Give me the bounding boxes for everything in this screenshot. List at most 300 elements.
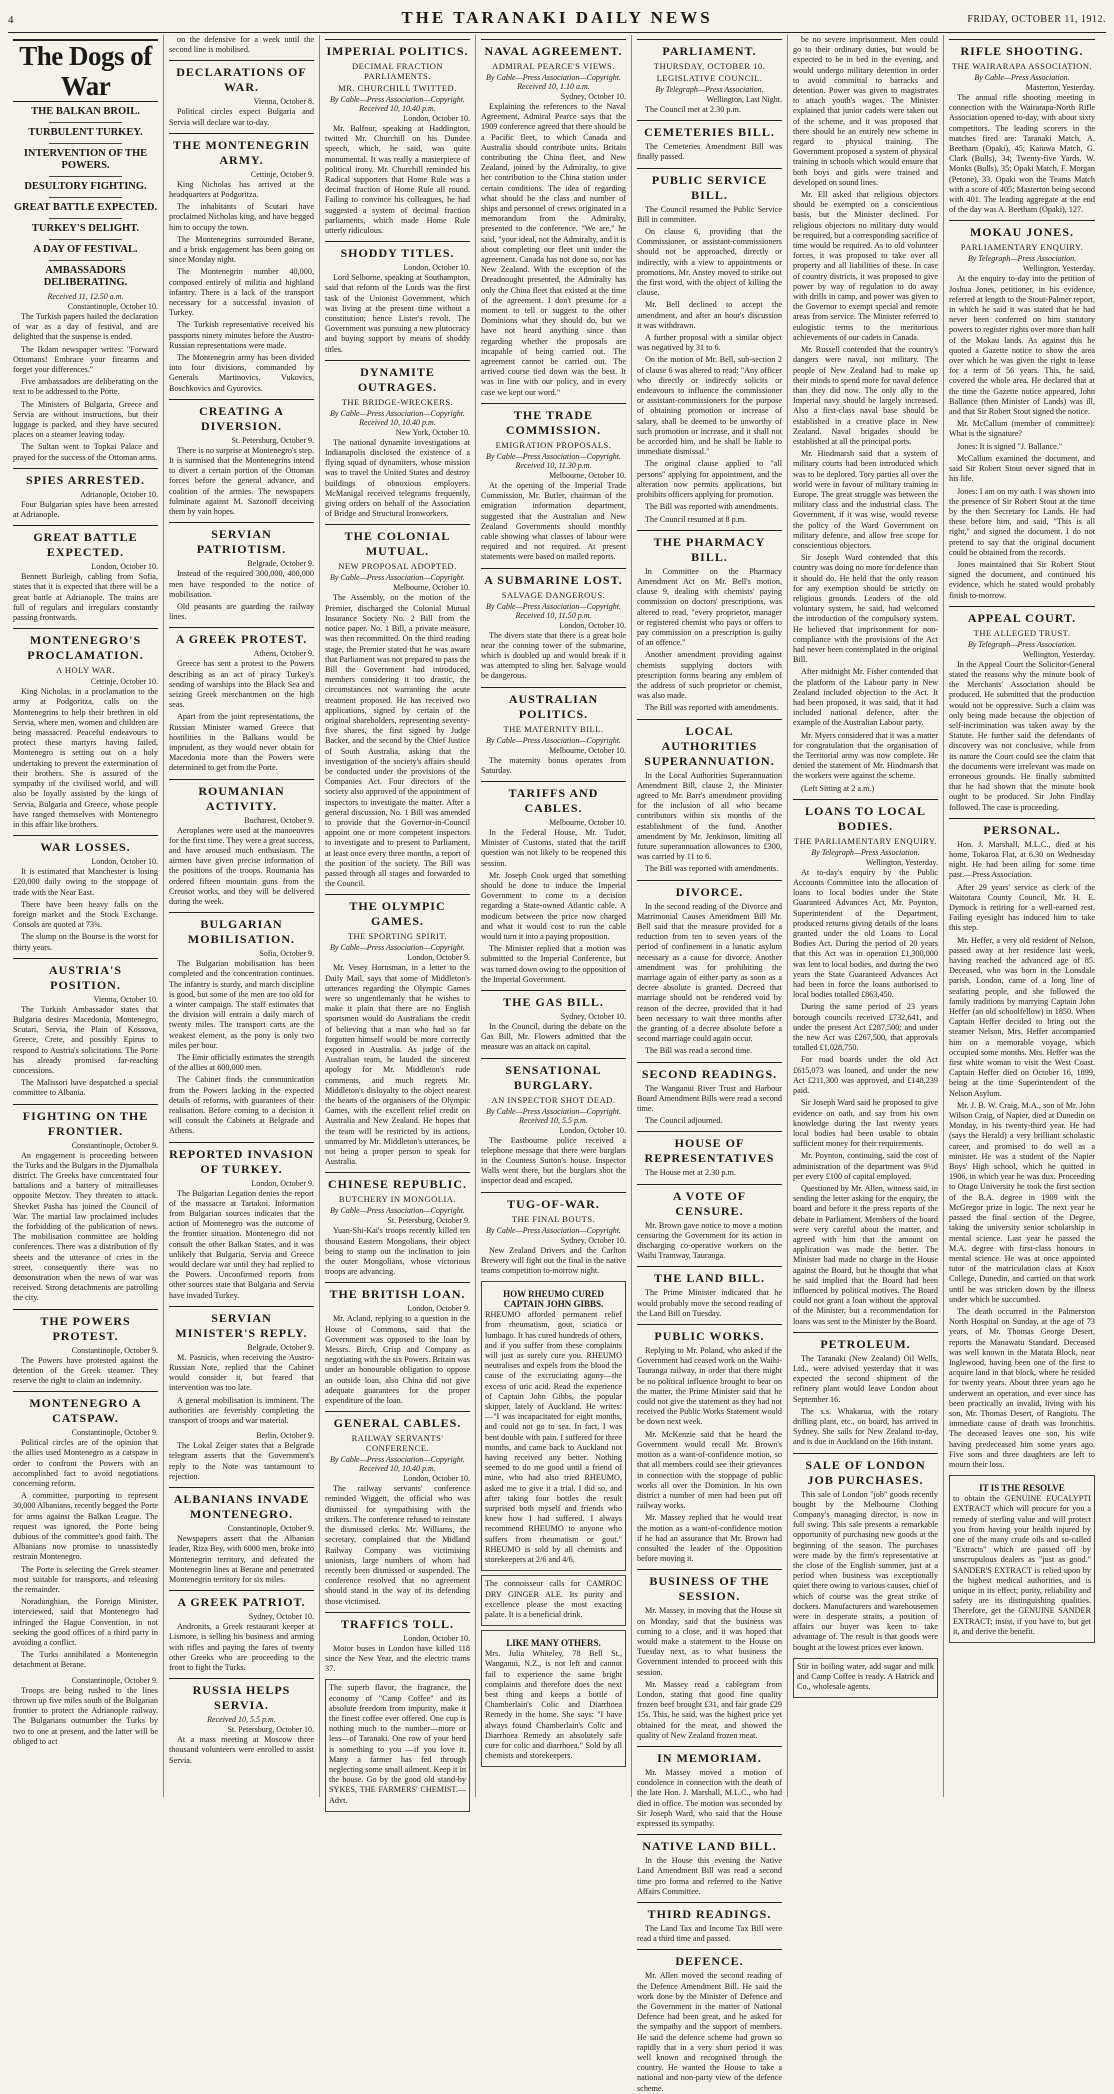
article-credit: By Telegraph—Press Association. bbox=[811, 847, 920, 857]
article-dateline: Berlin, October 9. bbox=[256, 1431, 314, 1441]
article bbox=[325, 39, 470, 236]
article-paragraph: The Bill was read a second time. bbox=[645, 1046, 753, 1056]
article-dateline: Masterton, Yesterday. bbox=[1025, 83, 1095, 92]
article bbox=[637, 880, 782, 1057]
article-paragraph: For road boards under the old Act £615,073 was loaned, and under the new Act £211,300 was approved, and £148,239 paid. bbox=[793, 1055, 938, 1096]
article-paragraph: The Cabinet finds the communication from the Powers lacking in the expected details of reforms, with guarantees of their realisation. Before coming to a decision it will consult the Cabinets at Belgrade and Athens. bbox=[169, 1075, 314, 1136]
article-subhead: DECIMAL FRACTION PARLIAMENTS. bbox=[351, 61, 444, 81]
article-paragraph: Mr. Allen moved the second reading of the Defence Amendment Bill. He said the work done by the Minister of Defence and the Government in the matter of National Defence had been great, and he asked for the sympathy and the support of members. He said the defence scheme had grown so rapidly that in a very short period it was well known and recognised through the country. He wanted the House to take a national and non-party view of the defence scheme. bbox=[637, 1971, 782, 2093]
column-4 bbox=[476, 35, 632, 1797]
article-headline: SPIES ARRESTED. bbox=[13, 468, 158, 488]
article-subhead: THE FINAL BOUTS. bbox=[511, 1213, 596, 1224]
article-subhead: A HOLY WAR. bbox=[56, 665, 115, 676]
article-dateline: Adrianople, October 10. bbox=[80, 489, 158, 499]
article-dateline: Constantinople, October 9. bbox=[71, 1345, 158, 1355]
article bbox=[325, 1282, 470, 1406]
article-headline: CHINESE REPUBLIC. bbox=[325, 1172, 470, 1192]
article-paragraph: New Zealand Drivers and the Carlton Brewery will fight out the final in the native teams competition to-morrow night. bbox=[481, 1245, 626, 1276]
article-paragraph: In the Appeal Court the Solicitor-General stated the reasons why the minute book of the Merchants' Association should be produced. He submitted that the production would not be oppressive. Such a claim was only being made because the objection of self-incrimination was taken away by the Statute. He further said the defendants of discovery was not conclusive, while from its nature the Court could see the claim that the documents were irrelevant was made on erroneous grounds. He finally submitted that he had shown that the minute book ought to be produced. Sir John Findlay followed. The case is proceeding. bbox=[949, 659, 1095, 812]
article-headline: THE TRADE COMMISSION. bbox=[481, 403, 626, 438]
article-dateline: Cettinje, October 9. bbox=[250, 169, 314, 179]
article bbox=[637, 530, 782, 714]
article-headline: SENSATIONAL BURGLARY. bbox=[481, 1058, 626, 1093]
article-headline: TARIFFS AND CABLES. bbox=[481, 781, 626, 816]
article-paragraph: After midnight Mr. Fisher contended that the platform of the Labour party in New Zealand included objection to the Act. It had been proposed, it was said, that it had included national defence, after the example of the Australian Labour party. bbox=[793, 667, 938, 728]
article-dateline: London, October 9. bbox=[407, 953, 470, 963]
article-dateline: Cettinje, October 10. bbox=[90, 677, 158, 687]
article bbox=[637, 1902, 782, 1944]
article-dateline: St. Petersburg, October 9. bbox=[387, 1216, 470, 1226]
article-paragraph: Mr. Russell contended that the country's dangers were naval, not military. The people of New Zealand had to make up their minds to spend more for naval defence than they did now. The only ally to the Imperial navy should be largely increased. Also a first-class naval base should be established in a creative place in New Zealand. Naval brigades should be established at all the principal ports. bbox=[793, 345, 938, 446]
article-paragraph: Mr. Acland, replying to a question in the House of Commons, said that the Government was opposed to the loan by Messrs. Birch, Crisp and Company as negotiating with the six Powers. Britain was under an honourable obligation to oppose an outside loan, also China did not give adequate guarantees for the proper expenditure of the loan. bbox=[325, 1314, 470, 1406]
article-paragraph: The Turkish papers hailed the declaration of war as a day of festival, and are delighted that the suspense is ended. bbox=[13, 312, 158, 342]
article bbox=[325, 241, 470, 355]
article-paragraph: King Nicholas, in a proclamation to the army at Podgoritza, calls on the Montenegrins to help their brethren in old Servia, where men, women and children are being massacred. Peaceful endeavours to protect these martyrs having failed, Montenegro is setting out on a holy undertaking to prevent the extermination of their brothers. She is assured of the sympathy of the civilised world, and will also be loyally assisted by the kings of Servia, Bulgaria and Greece, whose people have ranged themselves with Montenegro in this affair like brothers. bbox=[13, 687, 158, 829]
article-dateline: Constantinople, October 10. bbox=[67, 302, 158, 311]
column-1 bbox=[8, 35, 164, 1797]
article-paragraph: Replying to Mr. Poland, who asked if the Government had ceased work on the Waihi-Tauranga railway, in order that there might be no political influence brought to bear on the matter, the Prime Minister said that he could not give the statement as they had not received the Public Works Statement would be down next week. bbox=[637, 1346, 782, 1427]
article-dateline: Constantinople, October 9. bbox=[227, 1524, 314, 1534]
deck-rule bbox=[49, 239, 122, 240]
article-dateline: London, October 9. bbox=[407, 1304, 470, 1314]
article-paragraph: The death occurred in the Palmerston North Hospital on Sunday, at the age of 73 years, of Mr. Thomas George Desert, reports the Manawatu Standard. Deceased was well known in the Matata Block, near Inglewood, having been one of the first to acquire land in that block, where he resided for twenty years. About three years ago he underwent an operation, and ever since has been practically an invalid, living with his son, Mr. Thomas Desert, of Rangiotu. The immediate cause of death was bronchitis. The deceased leaves one son, his wife having predeceased him some years ago. Five sons and three daughters are left to mourn their loss. bbox=[949, 1306, 1095, 1469]
article-credit: By Cable—Press Association—Copyright. Received 10, 10.40 p.m. bbox=[330, 95, 465, 113]
article-paragraph: The Cemeteries Amendment Bill was finally passed. bbox=[637, 142, 782, 162]
article-paragraph: On the motion of Mr. Bell, sub-section 2 of clause 6 was altered to read: "Any officer who directly or indirectly solicits or endeavours to influence the commissioner or assistant-commissioners for the purpose of obtaining promotion or increase of salary, shall be deemed to be unworthy of such promotion or increase, and it shall not be accorded him, and he shall be liable to immediate dismissal." bbox=[637, 355, 782, 457]
article-dateline: Melbourne, October 10. bbox=[549, 745, 626, 755]
article-paragraph: The House met at 2.30 p.m. bbox=[645, 1168, 736, 1178]
article-paragraph: The Turkish representative received his passports ninety minutes before the Austro-Russian representations were made. bbox=[169, 320, 314, 350]
article-paragraph: The Eastbourne police received a telephone message that there were burglars in the Countess Sutton's house. Inspector Walls went there, but the burglars shot the inspector dead and escaped. bbox=[481, 1135, 626, 1186]
article bbox=[169, 35, 314, 55]
article bbox=[13, 628, 158, 830]
article-paragraph: The divers state that there is a great hole near the conning tower of the submarine, which is doubled up and would break if it was attempted to sling her. Salvage would be dangerous. bbox=[481, 630, 626, 681]
article-paragraph: The Lokal Zeiger states that a Belgrade telegram asserts that the Government's reply to the Note was tantamount to rejection. bbox=[169, 1441, 314, 1481]
article bbox=[13, 525, 158, 623]
article-dateline: Sydney, October 10. bbox=[560, 1235, 626, 1245]
article-headline: A GREEK PATRIOT. bbox=[169, 1590, 314, 1610]
article-headline: TUG-OF-WAR. bbox=[481, 1192, 626, 1212]
article bbox=[637, 1266, 782, 1319]
headline-deck: THE BALKAN BROIL. bbox=[31, 106, 140, 117]
article-dateline: Melbourne, October 10. bbox=[393, 583, 470, 593]
article-subhead: ADMIRAL PEARCE'S VIEWS. bbox=[492, 61, 615, 71]
article-subhead: THE ALLEGED TRUST. bbox=[973, 627, 1071, 638]
article-subhead: NEW PROPOSAL ADOPTED. bbox=[338, 561, 457, 572]
article-paragraph: The Porte is selecting the Greek steamer most suitable for transports, and releasing the remainder. bbox=[13, 1564, 158, 1595]
deck-rule bbox=[49, 176, 122, 177]
article-paragraph: Sir Joseph Ward contended that this country was doing no more for defence than it should do. He held that the only reason for any exemption should be strictly on religious grounds. Leaders of the old voluntary system, he said, had welcomed the introduction of the compulsory system. He believed that imprisonment for non-compliance with the provisions of the Act had never been contemplated in the original Bill. bbox=[793, 553, 938, 665]
article-headline: TRAFFICS TOLL. bbox=[325, 1612, 470, 1632]
article-dateline: London, October 10. bbox=[403, 1474, 470, 1484]
headline-deck: GREAT BATTLE EXPECTED. bbox=[13, 202, 158, 213]
article-paragraph: The Turks annihilated a Montenegrin detachment at Berane. bbox=[13, 1650, 158, 1670]
headline-deck: AMBASSADORS DELIBERATING. bbox=[43, 265, 128, 288]
article-subhead: SALVAGE DANGEROUS. bbox=[501, 589, 606, 600]
article-paragraph: Noradunghian, the Foreign Minister, interviewed, said that Montenegro had infringed the Hague Convention, in not seeking the good offices of a third party in avoiding a conflict. bbox=[13, 1597, 158, 1648]
article bbox=[169, 1678, 314, 1766]
article-headline: NAVAL AGREEMENT. bbox=[481, 39, 626, 59]
article-dateline: London, October 10. bbox=[403, 263, 470, 273]
article-headline: ROUMANIAN ACTIVITY. bbox=[169, 779, 314, 814]
article-dateline: Melbourne, October 10. bbox=[549, 470, 626, 480]
article-headline: MONTENEGRO A CATSPAW. bbox=[13, 1391, 158, 1426]
deck-rule bbox=[49, 143, 122, 144]
article-paragraph: to obtain the GENUINE EUCALYPTI EXTRACT which will procure for you a remedy of sterling value and will protect you from having your health injured by one of the many crude oils and so-called "Extracts" which are passed off by unscrupulous dealers as "just as good." SANDER'S EXTRACT is relied upon by the highest medical authorities, and is unique in its effect; purity, reliability and safety are its distinguishing qualities. Therefore, get the GENUINE SANDER EXTRACT; insist, if you have to, but get it, and derive the benefit. bbox=[953, 1494, 1091, 1636]
article-paragraph: Another amendment providing against chemists supplying doctors with prescription forms bearing any emblem of the address of such proprietor or chemist, was also made. bbox=[637, 650, 782, 701]
article-paragraph: Motor buses in London have killed 118 since the New Year, and the electric trams 37. bbox=[325, 1643, 470, 1674]
article-headline: AUSTRALIAN POLITICS. bbox=[481, 687, 626, 722]
article-headline: MONTENEGRO'S PROCLAMATION. bbox=[13, 628, 158, 663]
article bbox=[169, 133, 314, 394]
article-dateline: Wellington, Yesterday. bbox=[1022, 264, 1095, 274]
article-headline: THE MONTENEGRIN ARMY. bbox=[169, 133, 314, 168]
headline-deck: TURKEY'S DELIGHT. bbox=[31, 223, 140, 234]
article-headline: THE BRITISH LOAN. bbox=[325, 1282, 470, 1302]
article-dateline: Wellington, Last Night. bbox=[706, 95, 782, 104]
article-dateline: Athens, October 9. bbox=[253, 649, 314, 659]
article-paragraph: Mr. McCallum (member of committee): What is the signature? bbox=[949, 419, 1095, 439]
article-dateline: Melbourne, October 10. bbox=[549, 817, 626, 827]
banner-headline: The Dogs of War bbox=[13, 39, 158, 102]
article-dateline: Belgrade, October 9. bbox=[247, 1342, 314, 1352]
article bbox=[637, 1949, 782, 2093]
article-credit: Received 11, 12.50 a.m. bbox=[47, 292, 124, 301]
article-paragraph: Mr. McKenzie said that he heard the Government would recall Mr. Brown's motion as a want-of-confidence motion, so that all members could see their grievances in connection with the stoppage of public works all over the Dominion. In his own district a number of men had been put off railway works. bbox=[637, 1429, 782, 1511]
article-dateline: Belgrade, October 9. bbox=[247, 559, 314, 569]
article-headline: BULGARIAN MOBILISATION. bbox=[169, 912, 314, 947]
masthead bbox=[8, 4, 1106, 33]
article bbox=[637, 1324, 782, 1564]
article-paragraph: The Bill was reported with amendments. bbox=[645, 864, 779, 874]
article-paragraph: Yuan-Shi-Kai's troops recently killed ten thousand Eastern Mongolians, their object being to stamp out the inclination to join the outer Mongolians, whose victorious troops are advancing. bbox=[325, 1226, 470, 1277]
article-headline: SALE OF LONDON JOB PURCHASES. bbox=[793, 1453, 938, 1488]
article-paragraph: On clause 6, providing that the Commissioner, or assistant-commissioners should not be approached, directly or indirectly, with a view to appointments or promotions, Mr. Anstey moved to strike out the first word, with the object of killing the clause. bbox=[637, 227, 782, 298]
article-dateline: London, October 10. bbox=[91, 857, 158, 867]
article-paragraph: Andronits, a Greek restaurant keeper at Lismore, is selling his business and arming with rifles and paying the fares of twenty other Greeks who are proceeding to the front to fight the Turks. bbox=[169, 1622, 314, 1672]
article bbox=[13, 958, 158, 1099]
deck-rule bbox=[49, 260, 122, 261]
headline-deck: A DAY OF FESTIVAL. bbox=[33, 244, 138, 255]
article-dateline: Vienna, October 8. bbox=[253, 97, 314, 107]
article-paragraph: Mr. Hindmarsh said that a system of military courts had been introduced which was to be deplored. Tory parties all over the world were in favour of military training in Europe. The great struggle was between the military class and the industrial class. The Government, if it was wise, would reverse the policy of the Ward Government on military defence, and allow free scope for conscientious objectors. bbox=[793, 449, 938, 550]
article-paragraph: In the House this evening the Native Land Amendment Bill was read a second time pro forma and referred to the Native Affairs Committee. bbox=[637, 1856, 782, 1896]
article-subhead: THURSDAY, OCTOBER 10. bbox=[653, 61, 766, 71]
article bbox=[169, 60, 314, 127]
article-headline: BUSINESS OF THE SESSION. bbox=[637, 1569, 782, 1604]
article-credit: By Cable—Press Association—Copyright. Received 10, 5.5 p.m. bbox=[486, 1106, 621, 1125]
article-paragraph: The Turkish Ambassador states that Bulgaria desires Macedonia, Montenegro, Scutari, Servia, the Plain of Kossova, Greece, Crete, and possibly Epirus to respond to Austria's solicitations. The Porte has already promised far-reaching concessions. bbox=[13, 1004, 158, 1075]
article-credit: By Cable—Press Association—Copyright. bbox=[486, 1225, 621, 1235]
article-paragraph: Five ambassadors are deliberating on the text to be addressed to the Porte. bbox=[13, 377, 158, 397]
article bbox=[169, 1431, 314, 1482]
article-dateline: London, October 10. bbox=[403, 114, 470, 123]
article-credit: By Telegraph—Press Association. bbox=[967, 254, 1077, 264]
article-headline: PUBLIC WORKS. bbox=[637, 1324, 782, 1344]
article-headline: SECOND READINGS. bbox=[637, 1062, 782, 1082]
article-headline: CEMETERIES BILL. bbox=[637, 120, 782, 140]
article-paragraph: The Bulgarian mobilisation has been completed and the concentration continues. The infantry is sturdy, and march discipline is good, but some of the men are too old for a winter campaign. The staff estimates that the division will entrain a daily march of twenty miles. The transport carts are the weakest element, as the pony is only two miles per hour. bbox=[169, 959, 314, 1050]
article-headline: IMPERIAL POLITICS. bbox=[325, 39, 470, 59]
advertisement bbox=[325, 1679, 470, 1811]
article bbox=[637, 1746, 782, 1829]
article bbox=[637, 168, 782, 525]
article-headline: REPORTED INVASION OF TURKEY. bbox=[169, 1142, 314, 1177]
article-subhead: THE SPORTING SPIRIT. bbox=[347, 931, 448, 942]
article-paragraph: McCallum examined the document, and said Sir Robert Stout never signed that in his life. bbox=[949, 453, 1095, 484]
article-subhead: THE MATERNITY BILL. bbox=[503, 723, 604, 734]
article bbox=[169, 912, 314, 1136]
article-paragraph: At the opening of the Imperial Trade Commission, Mr. Butler, chairman of the emigration information department, suggested that the Australian and New Zealand Governments should monthly cable showing what classes of labour were required and not required. At present statements were based on mailed reports. bbox=[481, 480, 626, 562]
article-paragraph: The Land Tax and Income Tax Bill were read a third time and passed. bbox=[637, 1924, 782, 1944]
article bbox=[637, 1569, 782, 1741]
article-headline: ALBANIANS INVADE MONTENEGRO. bbox=[169, 1487, 314, 1522]
article-paragraph: At a mass meeting at Moscow three thousand volunteers were enrolled to assist Servia. bbox=[169, 1735, 314, 1765]
article-paragraph: In the Local Authorities Superannuation Amendment Bill, clause 2, the Minister agreed to Mr. Barr's amendment providing for the inclusion of all who became contributors within six months of the establishment of the fund. Another amendment by Mr. Jenkinson, limiting all future superannuation allowances to £300, was carried by 11 to 6. bbox=[637, 770, 782, 862]
article-paragraph: King Nicholas has arrived at the headquarters at Podgoritza. bbox=[169, 179, 314, 200]
article-headline: IN MEMORIAM. bbox=[637, 1746, 782, 1766]
column-2 bbox=[164, 35, 320, 1797]
article-paragraph: At the enquiry to-day into the petition of Joshua Jones, petitioner, in his evidence, referred at length to the Stout-Palmer report, in which he said it was stated that he had never been conferred on him statutory powers to register rights over more than half of the Mokau lands. As against this he quoted a Gazette notice to show the area over which he was given the right to lease for a term of 56 years. This, he said, covered the whole area. He declared that at the time the Gazette notice appeared, John Ballance (then Minister of Lands) was ill, and that Sir Robert Stout signed the notice. bbox=[949, 274, 1095, 417]
article-paragraph: The Bulgarian Legation denies the report of the massacre at Tartakoi. Information from Bulgarian sources indicates that the action of Montenegro was the outcome of the frontier situation. Montenegro did not consult the other Balkan States, and it was unlikely that Bulgaria, Servia and Greece would declare war until they had replied to the Powers. Unconfirmed reports from other sources state that Bulgaria and Servia have invaded Turkey. bbox=[169, 1188, 314, 1300]
article-paragraph: Troops are being rushed to the lines thrown up five miles south of the Bulgarian frontier to protect the Adrianople railway. The Bulgarians outnumber the Turks by two to one at present, and the latter will be obliged to act bbox=[13, 1685, 158, 1746]
article-dateline: Vienna, October 10. bbox=[93, 994, 158, 1004]
article-dateline: London, October 10. bbox=[91, 562, 158, 572]
article-headline: APPEAL COURT. bbox=[949, 606, 1095, 626]
article-paragraph: This sale of London "job" goods recently bought by the Melbourne Clothing Company's managing director, is now in full swing. This sale presents a remarkable opportunity of purchasing new goods at the beginning of the season. The purchases were made by the firm's representative at the close of the English summer, just at a period when business was exceptionally quiet there owing to various causes, chief of which of course was the great strike of dockers. Manufacturers and warehousemen were in desperate straits, a position of affairs our buyer was keen to take advantage of. The result is that goods were bought at the lowest prices ever known. bbox=[793, 1489, 938, 1652]
article-paragraph: Mr. Massey read a cablegram from London, stating that good fine quality frozen beef brought £31, and fair grade £29 15s. This, he said, was the highest price yet obtained for the meat, and showed the quality of New Zealand frozen meat. bbox=[637, 1679, 782, 1740]
article bbox=[325, 1172, 470, 1277]
article bbox=[637, 719, 782, 875]
article bbox=[13, 835, 158, 953]
article-paragraph: The Ikdam newspaper writes: "Forward Ottomans! Embrace your firearms and forget your differences." bbox=[13, 344, 158, 375]
article bbox=[481, 1192, 626, 1277]
article-headline: THE PHARMACY BILL. bbox=[637, 530, 782, 565]
article bbox=[949, 606, 1095, 813]
article-paragraph: Old peasants are guarding the railway lines. bbox=[169, 601, 314, 622]
article bbox=[13, 1391, 158, 1670]
page-number: 4 bbox=[8, 14, 15, 26]
article bbox=[169, 399, 314, 517]
article bbox=[637, 1184, 782, 1262]
article bbox=[13, 1309, 158, 1387]
article-paragraph: The Montenegrin army has been divided into four divisions, commanded by Generals Martinovics, Vukovics, Boschkovics and Gyurovics. bbox=[169, 353, 314, 393]
article-paragraph: Newspapers assert that the Albanian leader, Riza Bey, with 6000 men, broke into Montenegrin territory, and defeated the Montenegrin lines at Berane and penetrated Montenegrin territory for six miles. bbox=[169, 1534, 314, 1584]
article-headline: PUBLIC SERVICE BILL. bbox=[637, 168, 782, 203]
article-headline: PERSONAL. bbox=[949, 818, 1095, 838]
article bbox=[325, 1612, 470, 1675]
article-headline: THE LAND BILL. bbox=[637, 1266, 782, 1286]
article bbox=[481, 687, 626, 776]
article-paragraph: The railway servants' conference reminded Wiggett, the official who was dismissed for sympathising with the strikers. The conference refused to reinstate the dismissed clerks. Mr. Williams, the secretary, complained that the Midland Railway Company was victimising unionists, large numbers of whom had recently been dismissed or suspended. The conference resolved that no agreement should stand in the way of its defending those victimised. bbox=[325, 1484, 470, 1606]
article-paragraph: The slump on the Bourse is the worst for thirty years. bbox=[13, 932, 158, 952]
article bbox=[793, 1453, 938, 1653]
deck-rule bbox=[49, 122, 122, 123]
headline-deck: TURBULENT TURKEY. bbox=[28, 127, 143, 138]
article-paragraph: The national dynamite investigations at Indianapolis disclosed the existence of a flying squad of dynamiters, whose mission was to travel the United States and destroy buildings of obnoxious employers. McManigal received telegrams frequently, giving orders on behalf of the Association of Bridge and Structural Ironworkers. bbox=[325, 437, 470, 519]
article-headline: DEFENCE. bbox=[637, 1949, 782, 1969]
article-paragraph: Apart from the joint representations, the Russian Minister warned Greece that hostilities in the Balkans would be imprudent, as they would never obtain for Macedonia more than the Powers were determined to get from the Porte. bbox=[169, 712, 314, 773]
article-paragraph: The Prime Minister indicated that he would probably move the second reading of the Land Bill on Tuesday. bbox=[637, 1288, 782, 1318]
article-paragraph: The Minister replied that a motion was submitted to the Imperial Conference, but was turned down owing to the opposition of the Imperial Government. bbox=[481, 944, 626, 984]
article-paragraph: There have been heavy falls on the foreign market and the Stock Exchange. Consols are quoted at 73¾. bbox=[13, 899, 158, 930]
article-paragraph: Sir Joseph Ward said he proposed to give evidence on oath, and say from his own knowledge during the last twenty years local bodies had been unable to obtain sufficient money for their requirements. bbox=[793, 1098, 938, 1149]
article-paragraph: There is no surprise at Montenegro's step. It is surmised that the Montenegrins intend to divert a certain portion of the Ottoman forces before the general advance, and coalition of the armies. The newspapers fulminate against M. Sazonoff deceiving them by vain hopes. bbox=[169, 445, 314, 517]
article-paragraph: The Powers have protested against the detention of the Greek steamer. They reserve the right to claim an indemnity. bbox=[13, 1355, 158, 1386]
article-subhead: THE PARLIAMENTARY ENQUIRY. bbox=[793, 835, 938, 846]
article-headline: THE POWERS PROTEST. bbox=[13, 1309, 158, 1344]
article bbox=[13, 1104, 158, 1304]
article-dateline: Sydney, October 10. bbox=[560, 1011, 626, 1021]
article-headline: LOANS TO LOCAL BODIES. bbox=[793, 799, 938, 834]
article-paragraph: In the second reading of the Divorce and Matrimonial Causes Amendment Bill Mr. Bell said that the measure provided for a reduction from ten to seven years of the period of confinement in a lunatic asylum necessary as a cause for divorce. Another amendment was for prohibiting the marriage again of either party as soon as a decree absolute is granted. Decreed that marriage should not be rendered void by reason of the decree, provided that it had been necessary to wait three months after the granting of a decree absolute before a second marriage could again occur. bbox=[637, 901, 782, 1044]
article-dateline: New York, October 10. bbox=[395, 427, 470, 437]
article-headline: GREAT BATTLE EXPECTED. bbox=[13, 525, 158, 560]
article bbox=[481, 568, 626, 682]
article-headline: THE OLYMPIC GAMES. bbox=[325, 894, 470, 929]
article-headline: AUSTRIA'S POSITION. bbox=[13, 958, 158, 993]
article-paragraph: Lord Selborne, speaking at Southampton, said that reform of the Lords was the first task of the Unionist Government, which was living at the present time without a constitution; hence Lister's revolt. The Government was pursuing a new plutocracy and buying support by means of shoddy titles. bbox=[325, 273, 470, 354]
article-dateline: London, October 10. bbox=[559, 620, 626, 630]
column-7 bbox=[944, 35, 1100, 1797]
article-paragraph: The connoisseur calls for CAMROC DRY GINGER ALE. Its purity and excellence please the most exacting palate. It is a beneficial drink. bbox=[485, 1579, 622, 1619]
article-paragraph: In the Council, during the debate on the Gas Bill, Mr. Flowers admitted that the measure was an attack on capital. bbox=[481, 1021, 626, 1052]
article-dateline: London, October 10. bbox=[559, 1125, 626, 1135]
article-paragraph: A further proposal with a similar object was negatived by 31 to 6. bbox=[637, 333, 782, 353]
article bbox=[637, 1062, 782, 1127]
article-dateline: London, October 10. bbox=[403, 1633, 470, 1643]
article-credit: By Cable—Press Association—Copyright. Received 10, 11.30 p.m. bbox=[486, 451, 621, 470]
article-paragraph: The Council resumed at 8 p.m. bbox=[645, 514, 747, 524]
article-headline: THE COLONIAL MUTUAL. bbox=[325, 524, 470, 559]
article-headline: THIRD READINGS. bbox=[637, 1902, 782, 1922]
article-credit: By Cable—Press Association—Copyright. bbox=[330, 573, 465, 583]
article bbox=[481, 781, 626, 985]
article bbox=[169, 779, 314, 908]
article-headline: LIKE MANY OTHERS. bbox=[506, 1638, 601, 1649]
article-subhead: AN INSPECTOR SHOT DEAD. bbox=[491, 1094, 616, 1105]
article bbox=[325, 524, 470, 889]
article-subhead: MR. CHURCHILL TWITTED. bbox=[338, 83, 457, 93]
article bbox=[169, 1487, 314, 1585]
advertisement bbox=[481, 1281, 626, 1571]
article-paragraph: The Council adjourned. bbox=[645, 1116, 723, 1126]
article-dateline: Sydney, October 10. bbox=[560, 92, 626, 101]
article-paragraph: The Taranaki (New Zealand) Oil Wells, Ltd., were advised yesterday that it was expected the second shipment of the refinery plant would leave London about September 16. bbox=[793, 1353, 938, 1404]
article-paragraph: It is estimated that Manchester is losing £20,000 daily owing to the stoppage of trade with the Near East. bbox=[13, 867, 158, 897]
article-paragraph: During the same period of 23 years borough councils received £732,641, and under the present Act £287,500; and under the new Act was £267,500, that approvals totalled £1,028,750. bbox=[793, 1002, 938, 1053]
article bbox=[637, 1131, 782, 1178]
article bbox=[949, 220, 1095, 600]
advertisement bbox=[481, 1630, 626, 1767]
article bbox=[637, 1834, 782, 1897]
article-headline: LOCAL AUTHORITIES SUPERANNUATION. bbox=[637, 719, 782, 769]
article-dateline: Constantinople, October 9. bbox=[71, 1140, 158, 1150]
article-paragraph: Mr. Ell asked that religious objectors should be exempted on a conscientious basis, but the Minister declined. For religious objectors no military duty would be required, but a corresponding sacrifice of time would be required. As to old volunteer forces, it was proposed to take over all property and all liabilities of these. In case of country districts, it was proposed to give power by way of regulation to do away with drills in camp, and power was given to the Governor to exempt special and remote areas from service. The Minister referred to eulogistic terms to the meritorious achievements of our cadets in Canada. bbox=[793, 190, 938, 342]
article bbox=[637, 120, 782, 162]
article bbox=[481, 990, 626, 1053]
article-paragraph: The Bill was reported with amendments. bbox=[645, 502, 779, 512]
article-paragraph: The Montenegrin number 40,000, composed entirely of militia and highland infantry. There is a lack of the transport necessary for a successful invasion of Turkey. bbox=[169, 267, 314, 318]
article-paragraph: The original clause applied to "all persons" applying for appointment, and the alteration now permits applications, but prohibits officers applying for promotion. bbox=[637, 459, 782, 500]
article-paragraph: In Committee on the Pharmacy Amendment Act on Mr. Bell's motion, clause 9, dealing with chemists' paying commission on doctors' prescriptions, was altered to read, "every proprietor, manager or registered chemist who pays or offers to pay commission on a prescription is guilty of an offence." bbox=[637, 566, 782, 648]
article bbox=[949, 39, 1095, 215]
article-dateline: London, October 9. bbox=[251, 1178, 314, 1188]
article-credit: By Cable—Press Association—Copyright. Received 10, 10.40 p.m. bbox=[330, 408, 465, 427]
article bbox=[793, 799, 938, 1327]
article bbox=[169, 1306, 314, 1426]
article-credit: By Cable—Press Association—Copyright. Received 10, 10.40 p.m. bbox=[330, 1455, 465, 1474]
article-dateline: St. Petersburg, October 10. bbox=[227, 1725, 314, 1735]
article-paragraph: The Malissori have despatched a special committee to Albania. bbox=[13, 1078, 158, 1098]
article-paragraph: In the Federal House, Mr. Tudor, Minister of Customs, stated that the tariff question was not likely to be reopened this session. bbox=[481, 827, 626, 868]
article bbox=[13, 468, 158, 520]
headline-deck: INTERVENTION OF THE POWERS. bbox=[23, 148, 148, 171]
article-paragraph: The Ministers of Bulgaria, Greece and Servia are without instructions, but their luggage is packed, and they have secured places on a steamer leaving today. bbox=[13, 399, 158, 440]
article-paragraph: The annual rifle shooting meeting in connection with the Wairarapa-North Rifle Association opened to-day, with about sixty competitors. The leading scorers in the matches fired are: Taranaki Match, A. Beetham (Opaki), 45; Kaiuwa Match, G. Clark (Bulls), 34; Twenty-five Yards, W. Monks (Bulls), 35; Opaki Match, F. Morgan (Petone), 33. Opaki won the Teams Match with a score of 405; Masterton being second with 401. The leading aggregate at the end of the day was A. Beetham (Opaki), 127. bbox=[949, 93, 1095, 215]
article-paragraph: Mr. Heffer, a very old resident of Nelson, passed away at her residence last week, having reached the advanced age of 85. Deceased, who was born in the Lonsdale parish, London, came of a long line of seafaring people, and she followed the family traditions by marrying Captain John Heffer (an old schoolfellow) in 1850. When Captain Heffer decided to bring out the steamer Nelson, Mrs. Heffer accompanied him on a memorable voyage, which occupied some months. Mrs. Heffer was the first white woman to visit the West Coast. Captain Heffer died on October 16, 1899, being at the time Superintendent of the Nelson Asylum. bbox=[949, 935, 1095, 1098]
article-headline: WAR LOSSES. bbox=[13, 835, 158, 855]
article-credit: By Cable—Press Association—Copyright. Received 10, 11.50 p.m. bbox=[486, 601, 621, 620]
article-credit: By Cable—Press Association—Copyright. bbox=[330, 1206, 465, 1216]
article bbox=[325, 894, 470, 1167]
article-headline: A VOTE OF CENSURE. bbox=[637, 1184, 782, 1219]
article-headline: SERVIAN PATRIOTISM. bbox=[169, 522, 314, 557]
article-paragraph: Mr. Bell declined to accept the amendment, and after an hour's discussion it was withdrawn. bbox=[637, 300, 782, 330]
article-headline: SHODDY TITLES. bbox=[325, 241, 470, 261]
article-headline: RIFLE SHOOTING. bbox=[949, 39, 1095, 59]
article-paragraph: The Emir officially estimates the strength of the allies at 600,000 men. bbox=[169, 1053, 314, 1073]
article-paragraph: Political circles expect Bulgaria and Servia will declare war to-day. bbox=[169, 107, 314, 127]
article-paragraph: Bennett Burleigh, cabling from Sofia, states that it is expected that there will be a great battle at Adrianople. The trains are full of regulars and irregulars constantly passing frontwards. bbox=[13, 572, 158, 623]
article-paragraph: After 29 years' service as clerk of the Waitotara County Council, Mr. H. E. Dymock is retiring for a well-earned rest. Failing eyesight has induced him to take this step. bbox=[949, 882, 1095, 933]
article-paragraph: The Sultan went to Topkai Palace and prayed for the success of the Ottoman arms. bbox=[13, 442, 158, 462]
article-dateline: Constantinople, October 9. bbox=[71, 1428, 158, 1438]
article-headline: PETROLEUM. bbox=[793, 1332, 938, 1352]
article-paragraph: Mr. Vesey Hornsman, in a letter to the Daily Mail, says that some of Middleton's utterances regarding the Olympic Games were so ungentlemanly that he wishes to make it plain that there are no English sportsmen would do Australians the credit of believing that a man who had so far forgotten himself would be more correctly exposed in Australia. As judge of the Australian team, he lauded the sincerest apology for Mr. Middleton's rude comments, and much regrets Mr. Middleton's disloyalty to the object nearest the hearts of the organisers of the Olympic Games, with the excellent relief credit on Australia and New Zealand. He hopes that the team will be restricted by its actions, unmarred by Mr. Middleton's utterances, be not being a proper person to speak for Australia. bbox=[325, 963, 470, 1167]
article-headline: DIVORCE. bbox=[637, 880, 782, 900]
article-dateline: Sydney, October 10. bbox=[248, 1612, 314, 1622]
article bbox=[481, 39, 626, 398]
article-dateline: St. Petersburg, October 9. bbox=[231, 435, 314, 445]
advertisement bbox=[481, 1575, 626, 1626]
article bbox=[169, 1142, 314, 1301]
article-subhead: PARLIAMENTARY ENQUIRY. bbox=[960, 242, 1084, 253]
article-paragraph: Greece has sent a protest to the Powers describing as an act of piracy Turkey's sending of warships into the Black Sea and seizing Greek merchantmen on the high seas. bbox=[169, 659, 314, 710]
article-paragraph: Aeroplanes were used at the manoeuvres for the first time. They were a great success, and have aroused much enthusiasm. The airmen have given precise information of the positions of the troops. Roumania has ordered fifteen mountain guns from the Creusot works, and they will be delivered during the week. bbox=[169, 825, 314, 906]
article-credit: By Cable—Press Association—Copyright. bbox=[486, 735, 621, 745]
headline-deck: DESULTORY FIGHTING. bbox=[24, 181, 147, 192]
article-paragraph: Jones maintained that Sir Robert Stout signed the document, and continued his evidence, which he stated would probably finish to-morrow. bbox=[949, 559, 1095, 600]
article-dateline: Constantinople, October 9. bbox=[71, 1675, 158, 1685]
article bbox=[481, 1058, 626, 1187]
article-headline: A GREEK PROTEST. bbox=[169, 627, 314, 647]
article-paragraph: Mrs. Julia Whiteley, 78 Bell St., Wanganui, N.Z., is not left and cannot fail to experience the same bright complaints and therefore does the next best thing and keeps a bottle of Chamberlain's Colic and Diarrhoea Remedy in the home. She says: "I have always found Chamberlain's Colic and Diarrhoea Remedy an absolutely safe cure for colic and diarrhoea." Sold by all chemists and storekeepers. bbox=[485, 1649, 622, 1761]
article-paragraph: Hon. J. Marshall, M.L.C., died at his home, Tokaroa Flat, at 6.30 on Wednesday night. He had been ailing for some time past.—Press Association. bbox=[949, 839, 1095, 880]
article-paragraph: The Council resumed the Public Service Bill in committee. bbox=[637, 204, 782, 224]
article-credit: By Telegraph—Press Association. bbox=[655, 85, 764, 94]
article-dateline: Bucharest, October 9. bbox=[244, 815, 314, 825]
article-paragraph: RHEUMO afforded permanent relief from rheumatism, gout, sciatica or lumbago. It has cured hundreds of others, and if you suffer from these complaints will just as surely cure you. RHEUMO neutralises and expels from the blood the cause of the excruciating agony—the excess of uric acid. Read the experience of Captain John Gibbs, the popular skipper, lately of Auckland. He writes:—"I was incapacitated for eight months, and could not go to sea. In fact, I was bent double with pain. I suffered for three months, and came back to Auckland not having received any better. Nothing seemed to do me good until a friend of mine, who had also tried RHEUMO, asked me to give it a trial. I did so, and after taking four bottles the result surprised both myself and friends who knew how I had suffered. I always recommend RHEUMO to anyone who suffers from rheumatism or gout." RHEUMO is sold by all chemists and storekeepers at 2/6 and 4/6. bbox=[485, 1310, 622, 1565]
article-paragraph: A general mobilisation is imminent. The authorities are feverishly completing the transport of troops and war material. bbox=[169, 1395, 314, 1426]
article-paragraph: The Bill was reported with amendments. bbox=[645, 703, 779, 713]
article-subhead: BUTCHERY IN MONGOLIA. bbox=[338, 1194, 457, 1205]
newspaper-title: THE TARANAKI DAILY NEWS bbox=[401, 8, 713, 27]
article-paragraph: A committee, purporting to represent 30,000 Albanians, recently begged the Porte for arms against the Balkan League. The request was ignored, the Porte being dubious of the committee's good faith. The Albanians now promise to unassistedly restrain Montenegro. bbox=[13, 1491, 158, 1562]
article-headline: HOUSE OF REPRESENTATIVES bbox=[637, 1131, 782, 1166]
article-paragraph: Instead of the required 300,000, 400,000 men have responded to the notice of mobilisation. bbox=[169, 569, 314, 599]
article-paragraph: The Assembly, on the motion of the Premier, discharged the Colonial Mutual Insurance Society No. 2 Bill from the notice paper. No. 1 Bill, a private measure, was then recommitted. On the third reading stage, the Premier stated that he was aware that Parliament was not prepared to pass the Bill the Government had introduced, members considering it too drastic, the circumstances not warranting the acute treatment proposed. He has received two applications, signed by certain of the original shareholders, representing seventy-five shares, the first signed by Judge Backer, and the second by the Chief Justice of South Australia, asking that the investigation of the society's affairs should be conducted under the provisions of the Companies Act. Four directors of the society also approved of the appointment of inspectors to investigate the matter. After a general discussion, No. 1 Bill was amended to provide that the Governor-in-Council appoint one or more competent inspectors to investigate and to present to Parliament, at least once every three months, a report of the position of the society. The Bill was passed through all stages and forwarded to the Council. bbox=[325, 593, 470, 889]
